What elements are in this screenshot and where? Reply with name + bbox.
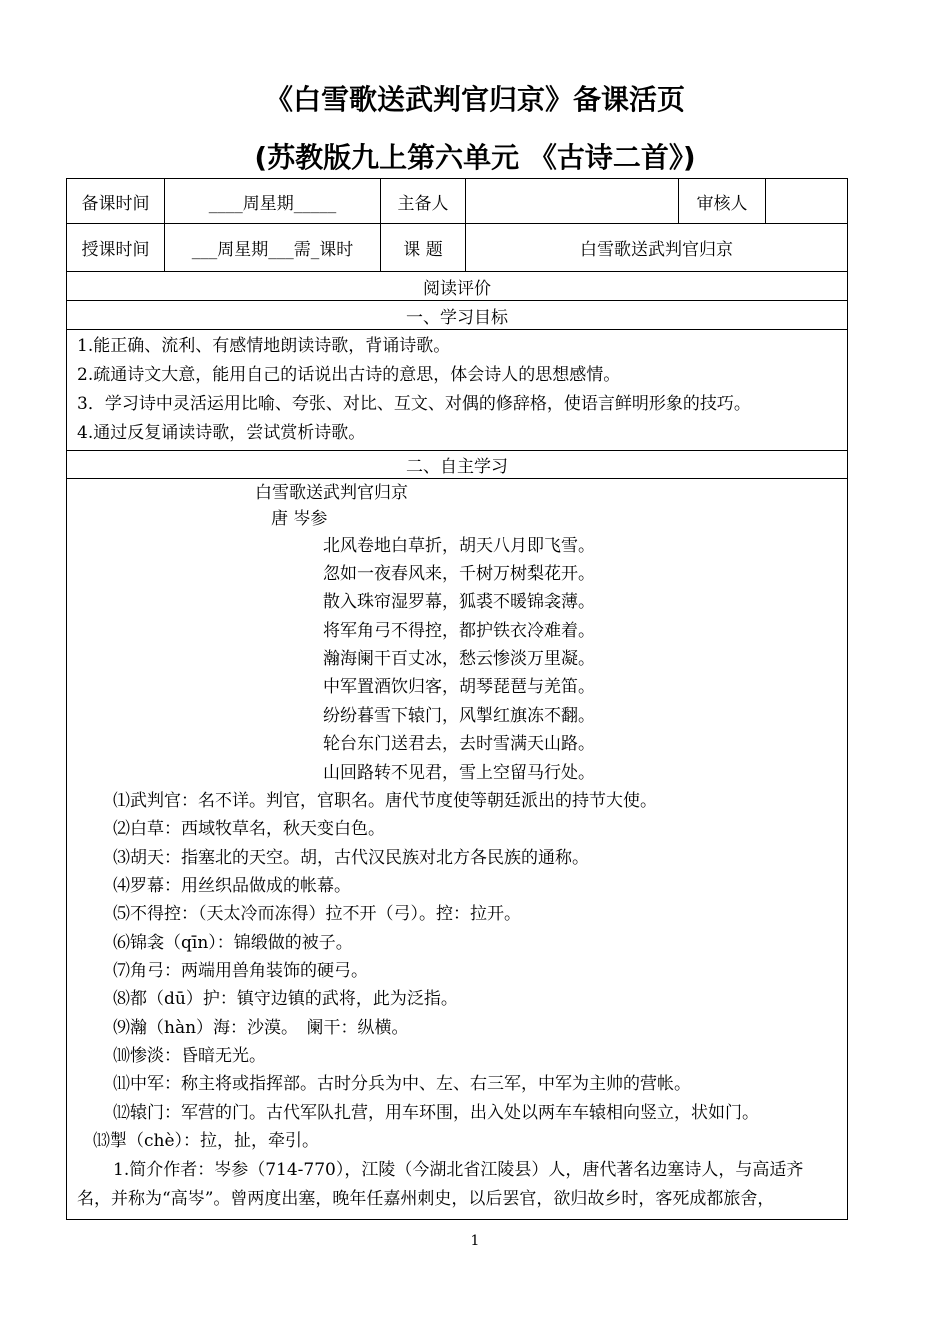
self-study-cell bbox=[67, 479, 848, 1220]
poem-line: 瀚海阑干百丈冰，愁云惨淡万里凝。 bbox=[323, 649, 595, 669]
preparer-label: 主备人 bbox=[381, 179, 466, 224]
annotation: ⑴武判官：名不详。判官，官职名。唐代节度使等朝廷派出的持节大使。 bbox=[113, 791, 657, 811]
topic-value: 白雪歌送武判官归京 bbox=[466, 224, 848, 272]
poem-title: 白雪歌送武判官归京 bbox=[255, 483, 408, 503]
goal-item: 1.能正确、流利、有感情地朗读诗歌，背诵诗歌。 bbox=[77, 336, 451, 356]
prep-time-label: 备课时间 bbox=[67, 179, 165, 224]
poem-line: 山回路转不见君，雪上空留马行处。 bbox=[323, 763, 595, 783]
annotation: ⑻都（dū）护：镇守边镇的武将，此为泛指。 bbox=[113, 989, 458, 1009]
teach-time-label: 授课时间 bbox=[67, 224, 165, 272]
author-bio: 1.简介作者：岑参（714-770），江陵（今湖北省江陵县）人，唐代著名边塞诗人，与高适齐名，并称为“高岑”。曾两度出塞，晚年任嘉州刺史，以后罢官，欲归故乡时，客死成都旅舍， bbox=[77, 1160, 804, 1209]
annotation: ⑽惨淡：昏暗无光。 bbox=[113, 1046, 266, 1066]
section-reading: 阅读评价 bbox=[67, 272, 848, 301]
section-study: 二、自主学习 bbox=[67, 451, 848, 479]
annotation: ⑸不得控：（天太冷而冻得）拉不开（弓）。控：拉开。 bbox=[113, 904, 521, 924]
topic-label: 课 题 bbox=[381, 224, 466, 272]
annotation: ⑾中军：称主将或指挥部。古时分兵为中、左、右三军，中军为主帅的营帐。 bbox=[113, 1074, 691, 1094]
reviewer-value bbox=[766, 179, 848, 224]
reviewer-label: 审核人 bbox=[679, 179, 766, 224]
annotation: ⑺角弓：两端用兽角装饰的硬弓。 bbox=[113, 961, 368, 981]
page-title: 《白雪歌送武判官归京》备课活页 bbox=[264, 83, 685, 116]
poem-line: 轮台东门送君去，去时雪满天山路。 bbox=[323, 734, 595, 754]
page-number: 1 bbox=[470, 1233, 480, 1249]
prep-time-value: ____周星期_____ bbox=[165, 179, 381, 224]
goal-item: 3．学习诗中灵活运用比喻、夸张、对比、互文、对偶的修辞格，使语言鲜明形象的技巧。 bbox=[77, 394, 751, 414]
annotation: ⑹锦衾（qīn）：锦缎做的被子。 bbox=[113, 933, 353, 953]
annotation: ⑷罗幕：用丝织品做成的帐幕。 bbox=[113, 876, 351, 896]
poem-line: 将军角弓不得控，都护铁衣冷难着。 bbox=[323, 621, 595, 641]
section-goals: 一、学习目标 bbox=[67, 301, 848, 330]
annotation: ⒀掣（chè）：拉，扯，牵引。 bbox=[93, 1131, 320, 1151]
annotation: ⑵白草：西域牧草名，秋天变白色。 bbox=[113, 819, 385, 839]
poem-author: 唐 岑参 bbox=[271, 509, 328, 529]
preparer-value bbox=[466, 179, 679, 224]
annotation: ⑼瀚（hàn）海：沙漠。 阑干：纵横。 bbox=[113, 1018, 409, 1038]
lesson-plan-table bbox=[66, 178, 848, 1220]
poem-line: 纷纷暮雪下辕门，风掣红旗冻不翻。 bbox=[323, 706, 595, 726]
annotation: ⑶胡天：指塞北的天空。胡，古代汉民族对北方各民族的通称。 bbox=[113, 848, 589, 868]
page-subtitle: (苏教版九上第六单元 《古诗二首》) bbox=[254, 141, 696, 174]
goal-item: 2.疏通诗文大意，能用自己的话说出古诗的意思，体会诗人的思想感情。 bbox=[77, 365, 621, 385]
poem-line: 散入珠帘湿罗幕，狐裘不暖锦衾薄。 bbox=[323, 592, 595, 612]
poem-line: 中军置酒饮归客，胡琴琵琶与羌笛。 bbox=[323, 677, 595, 697]
annotation: ⑿辕门：军营的门。古代军队扎营，用车环围，出入处以两车车辕相向竖立，状如门。 bbox=[113, 1103, 759, 1123]
goal-item: 4.通过反复诵读诗歌，尝试赏析诗歌。 bbox=[77, 423, 366, 443]
teach-time-value: ___周星期___需_课时 bbox=[165, 224, 381, 272]
poem-line: 忽如一夜春风来，千树万树梨花开。 bbox=[323, 564, 595, 584]
goals-cell bbox=[67, 330, 848, 451]
poem-line: 北风卷地白草折，胡天八月即飞雪。 bbox=[323, 536, 595, 556]
